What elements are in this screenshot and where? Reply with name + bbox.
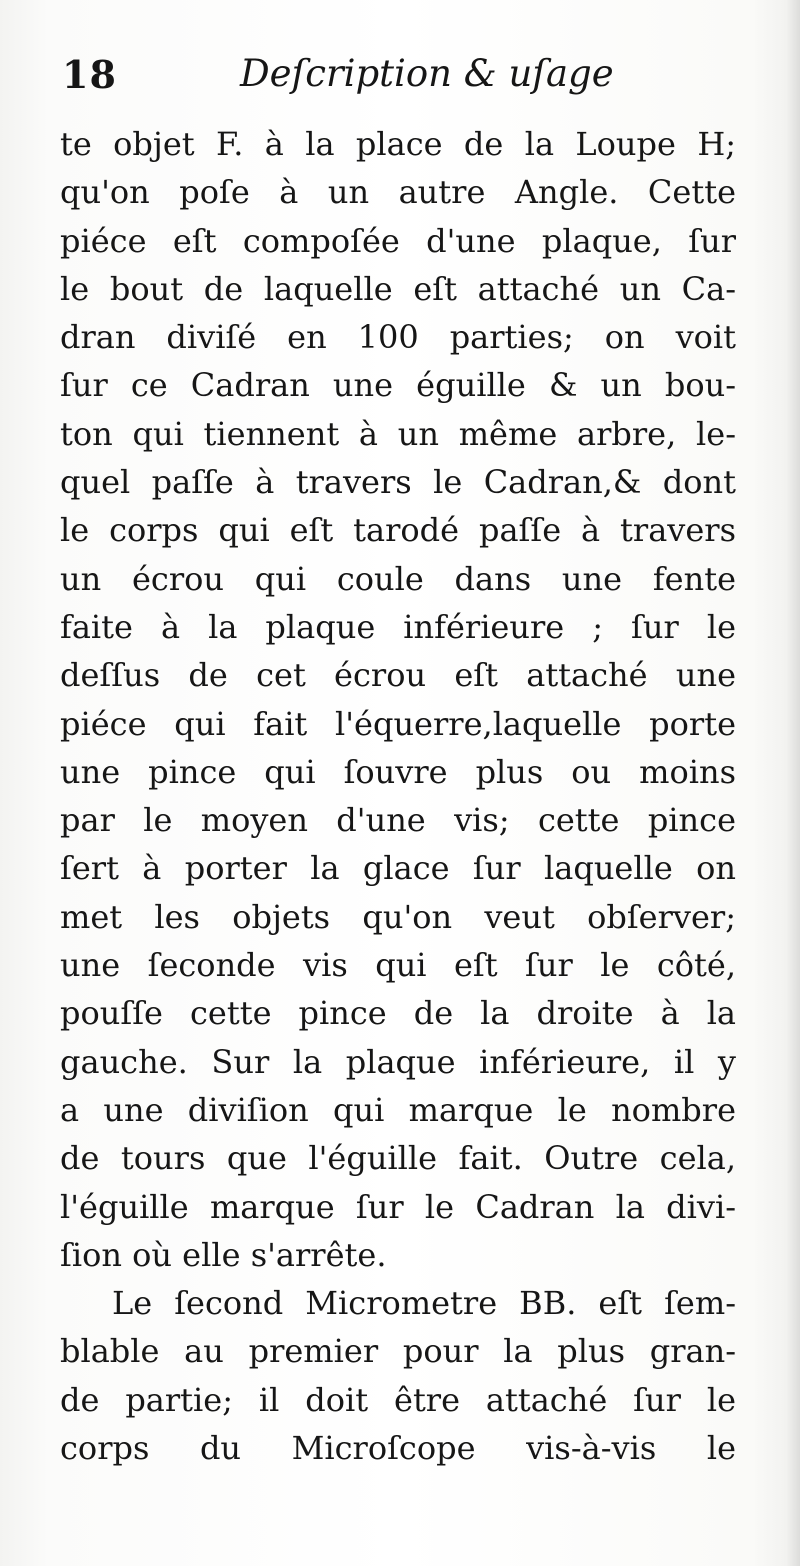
running-title: Deſcription & uſage <box>240 52 614 95</box>
body-text <box>60 120 736 1472</box>
text-line: l'éguille marque ſur le Cadran la divi- <box>60 1187 736 1226</box>
text-line: blable au premier pour la plus gran- <box>60 1332 736 1371</box>
text-line: piéce eſt compoſée d'une plaque, ſur <box>60 221 736 260</box>
text-line: Le ſecond Micrometre BB. eſt ſem- <box>112 1284 736 1323</box>
page-header <box>62 48 740 108</box>
paragraph-1 <box>60 120 736 1279</box>
text-line: met les objets qu'on veut obſerver; <box>60 897 736 936</box>
text-line: te objet F. à la place de la Loupe H; <box>60 125 736 163</box>
text-line: ſert à porter la glace ſur laquelle on <box>60 849 736 888</box>
text-line: ſur ce Cadran une éguille & un bou- <box>60 366 736 405</box>
text-line: faite à la plaque inférieure ; ſur le <box>60 607 736 646</box>
text-line: une ſeconde vis qui eſt ſur le côté, <box>60 946 736 985</box>
text-line: pouſſe cette pince de la droite à la <box>60 994 736 1033</box>
text-line: de partie; il doit être attaché ſur le <box>60 1380 736 1419</box>
text-line: dran diviſé en 100 parties; on voit <box>60 318 736 357</box>
text-line: corps du Microſcope vis-à-vis le <box>60 1429 736 1468</box>
text-line: une pince qui ſouvre plus ou moins <box>60 752 736 791</box>
text-line: gauche. Sur la plaque inférieure, il y <box>60 1042 736 1081</box>
text-line: de tours que l'éguille fait. Outre cela, <box>60 1139 736 1178</box>
text-line: ton qui tiennent à un même arbre, le- <box>60 414 736 453</box>
text-line: deſſus de cet écrou eſt attaché une <box>60 656 736 695</box>
paragraph-2 <box>60 1279 736 1472</box>
page-number: 18 <box>62 52 117 97</box>
text-line: le corps qui eſt tarodé paſſe à travers <box>60 511 736 550</box>
text-line: le bout de laquelle eſt attaché un Ca- <box>60 269 736 308</box>
text-line: piéce qui fait l'équerre,laquelle porte <box>60 704 736 743</box>
text-line: ſion où elle s'arrête. <box>60 1235 387 1274</box>
text-line: qu'on poſe à un autre Angle. Cette <box>60 173 736 212</box>
text-line: a une diviſion qui marque le nombre <box>60 1090 736 1129</box>
text-line: quel paſſe à travers le Cadran,& dont <box>60 463 736 502</box>
text-line: par le moyen d'une vis; cette pince <box>60 801 736 840</box>
text-line: un écrou qui coule dans une fente <box>60 559 736 598</box>
